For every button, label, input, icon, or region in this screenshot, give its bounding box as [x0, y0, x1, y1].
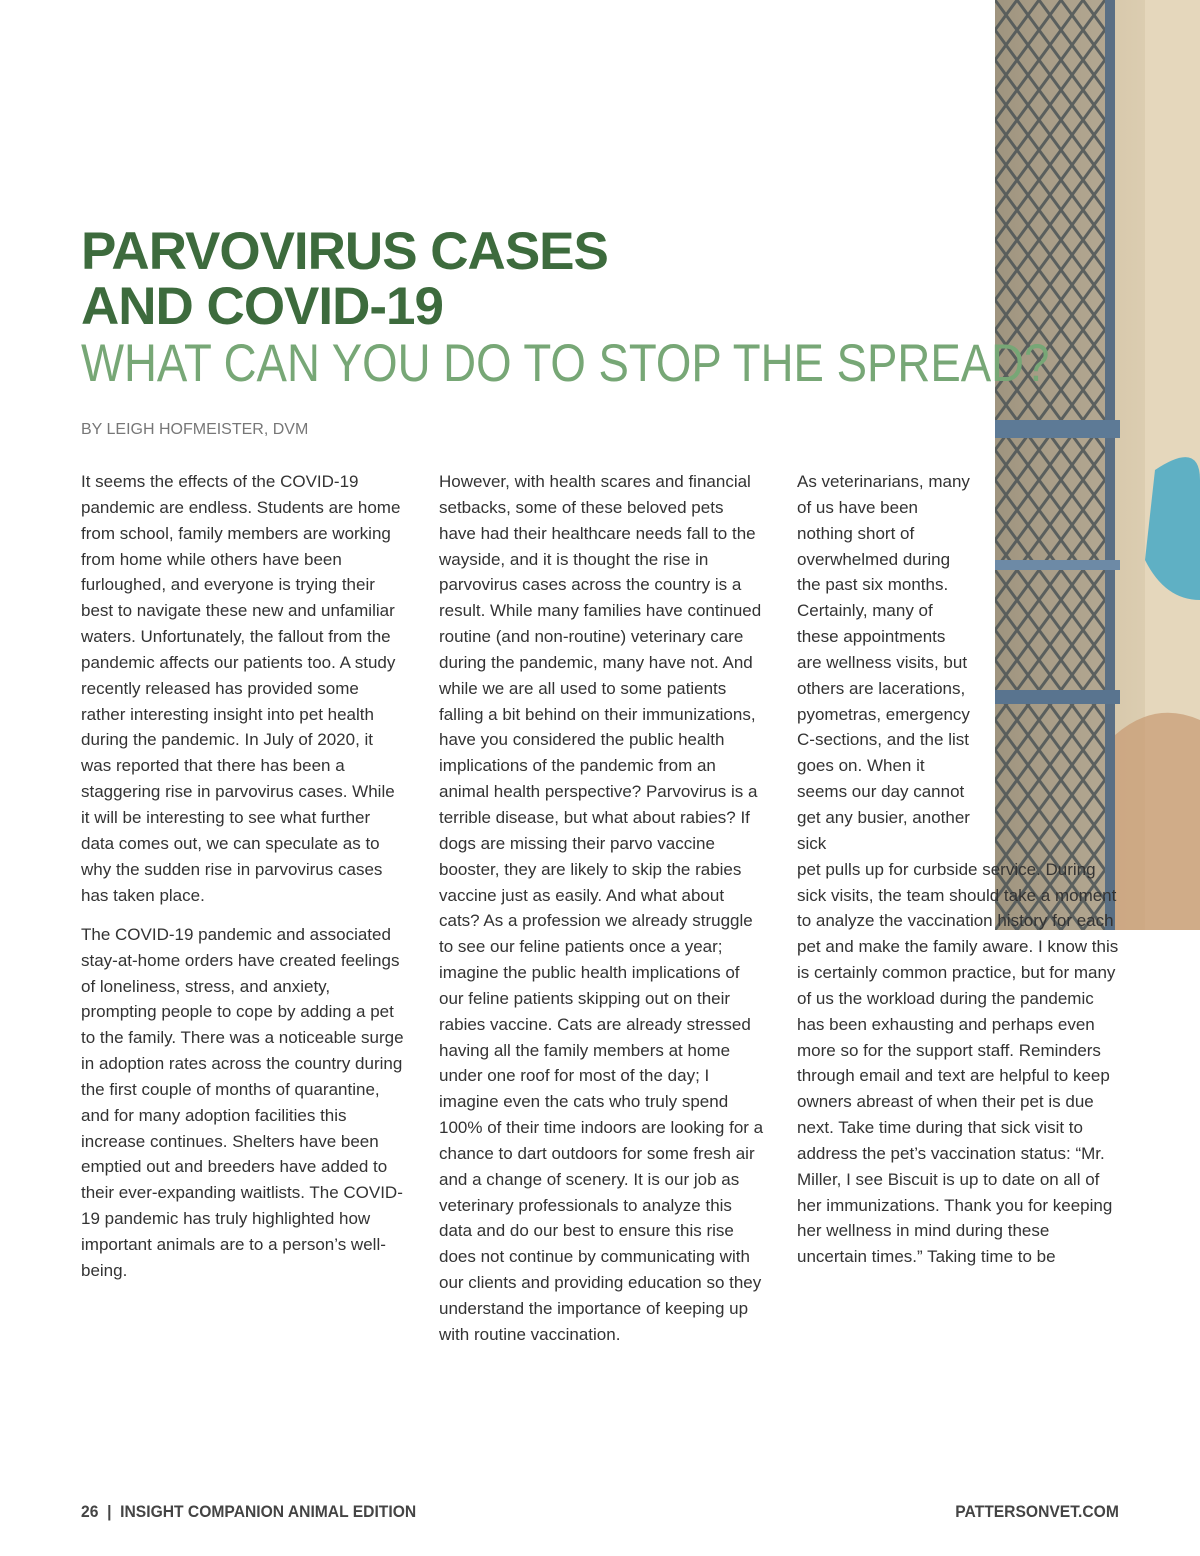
paragraph: The COVID-19 pandemic and associated stay-at-home orders have created feelings of loneliness, stress, and anxiety, prompting people to cope by adding a pet to the family. There was a noticeable surge in adoption rates across the country during the first couple of months of quarantine, and for many adoption facilities this increase continues. Shelters have been emptied out and breeders have added to their ever-expanding waitlists. The COVID-19 pandemic has truly highlighted how important animals are to a person’s well-being.	[81, 924, 404, 1280]
column-3	[797, 469, 1119, 1270]
footer-website: PATTERSONVET.COM	[955, 1502, 1119, 1521]
footer-page-info: 26 | INSIGHT COMPANION ANIMAL EDITION	[81, 1502, 417, 1521]
article-subtitle: WHAT CAN YOU DO TO STOP THE SPREAD?	[81, 334, 1050, 393]
paragraph-narrow: As veterinarians, many of us have been nothing short of overwhelmed during the past six months. Certainly, many of these appointments are wellness visits, but others are lacerations, pyometras, emergency C-sections, and the list goes on. When it seems our day cannot get any busier, another sick	[797, 472, 970, 853]
title-line-1: PARVOVIRUS CASES	[81, 222, 608, 281]
paragraph-wide: pet pulls up for curbside service. During sick visits, the team should take a moment to analyze the vaccination history for each pet and make the family aware. I know this is certainly common practice, but for many of us the workload during the pandemic has been exhausting and perhaps even more so for the support staff. Reminders through email and text are helpful to keep owners abreast of when their pet is due next. Take time during that sick visit to address the pet’s vaccination status: “Mr. Miller, I see Biscuit is up to date on all of her immunizations. Thank you for keeping her wellness in mind during these uncertain times.” Taking time to be	[797, 859, 1119, 1267]
article-title	[81, 224, 608, 334]
column-1	[81, 469, 406, 1297]
column-2	[439, 469, 765, 1361]
paragraph: However, with health scares and financial setbacks, some of these beloved pets have had their healthcare needs fall to the wayside, and it is thought the rise in parvovirus cases across the country is a result. While many families have continued routine (and non-routine) veterinary care during the pandemic, many have not. And while we are all used to some patients falling a bit behind on their immunizations, have you considered the public health implications of the pandemic from an animal health perspective? Parvovirus is a terrible disease, but what about rabies? If dogs are missing their parvo vaccine booster, they are likely to skip the rabies vaccine just as easily. And what about cats? As a profession we already struggle to see our feline patients once a year; imagine the public health implications of our feline patients skipping out on their rabies vaccine. Cats are already stressed having all the family members at home under one roof for most of the day; I imagine even the cats who truly spend 100% of their time indoors are looking for a chance to dart outdoors for some fresh air and a change of scenery. It is our job as veterinary professionals to analyze this data and do our best to ensure this rise does not continue by communicating with our clients and providing education so they understand the importance of keeping up with routine vaccination.	[439, 472, 764, 1344]
byline: BY LEIGH HOFMEISTER, DVM	[81, 421, 309, 438]
title-line-2: AND COVID-19	[81, 277, 444, 336]
paragraph: It seems the effects of the COVID-19 pandemic are endless. Students are home from school, family members are working from home while others have been furloughed, and everyone is trying their best to navigate these new and unfamiliar waters. Unfortunately, the fallout from the pandemic affects our patients too. A study recently released has provided some rather interesting insight into pet health during the pandemic. In July of 2020, it was reported that there has been a staggering rise in parvovirus cases. While it will be interesting to see what further data comes out, we can speculate as to why the sudden rise in parvovirus cases has taken place.	[81, 472, 401, 905]
